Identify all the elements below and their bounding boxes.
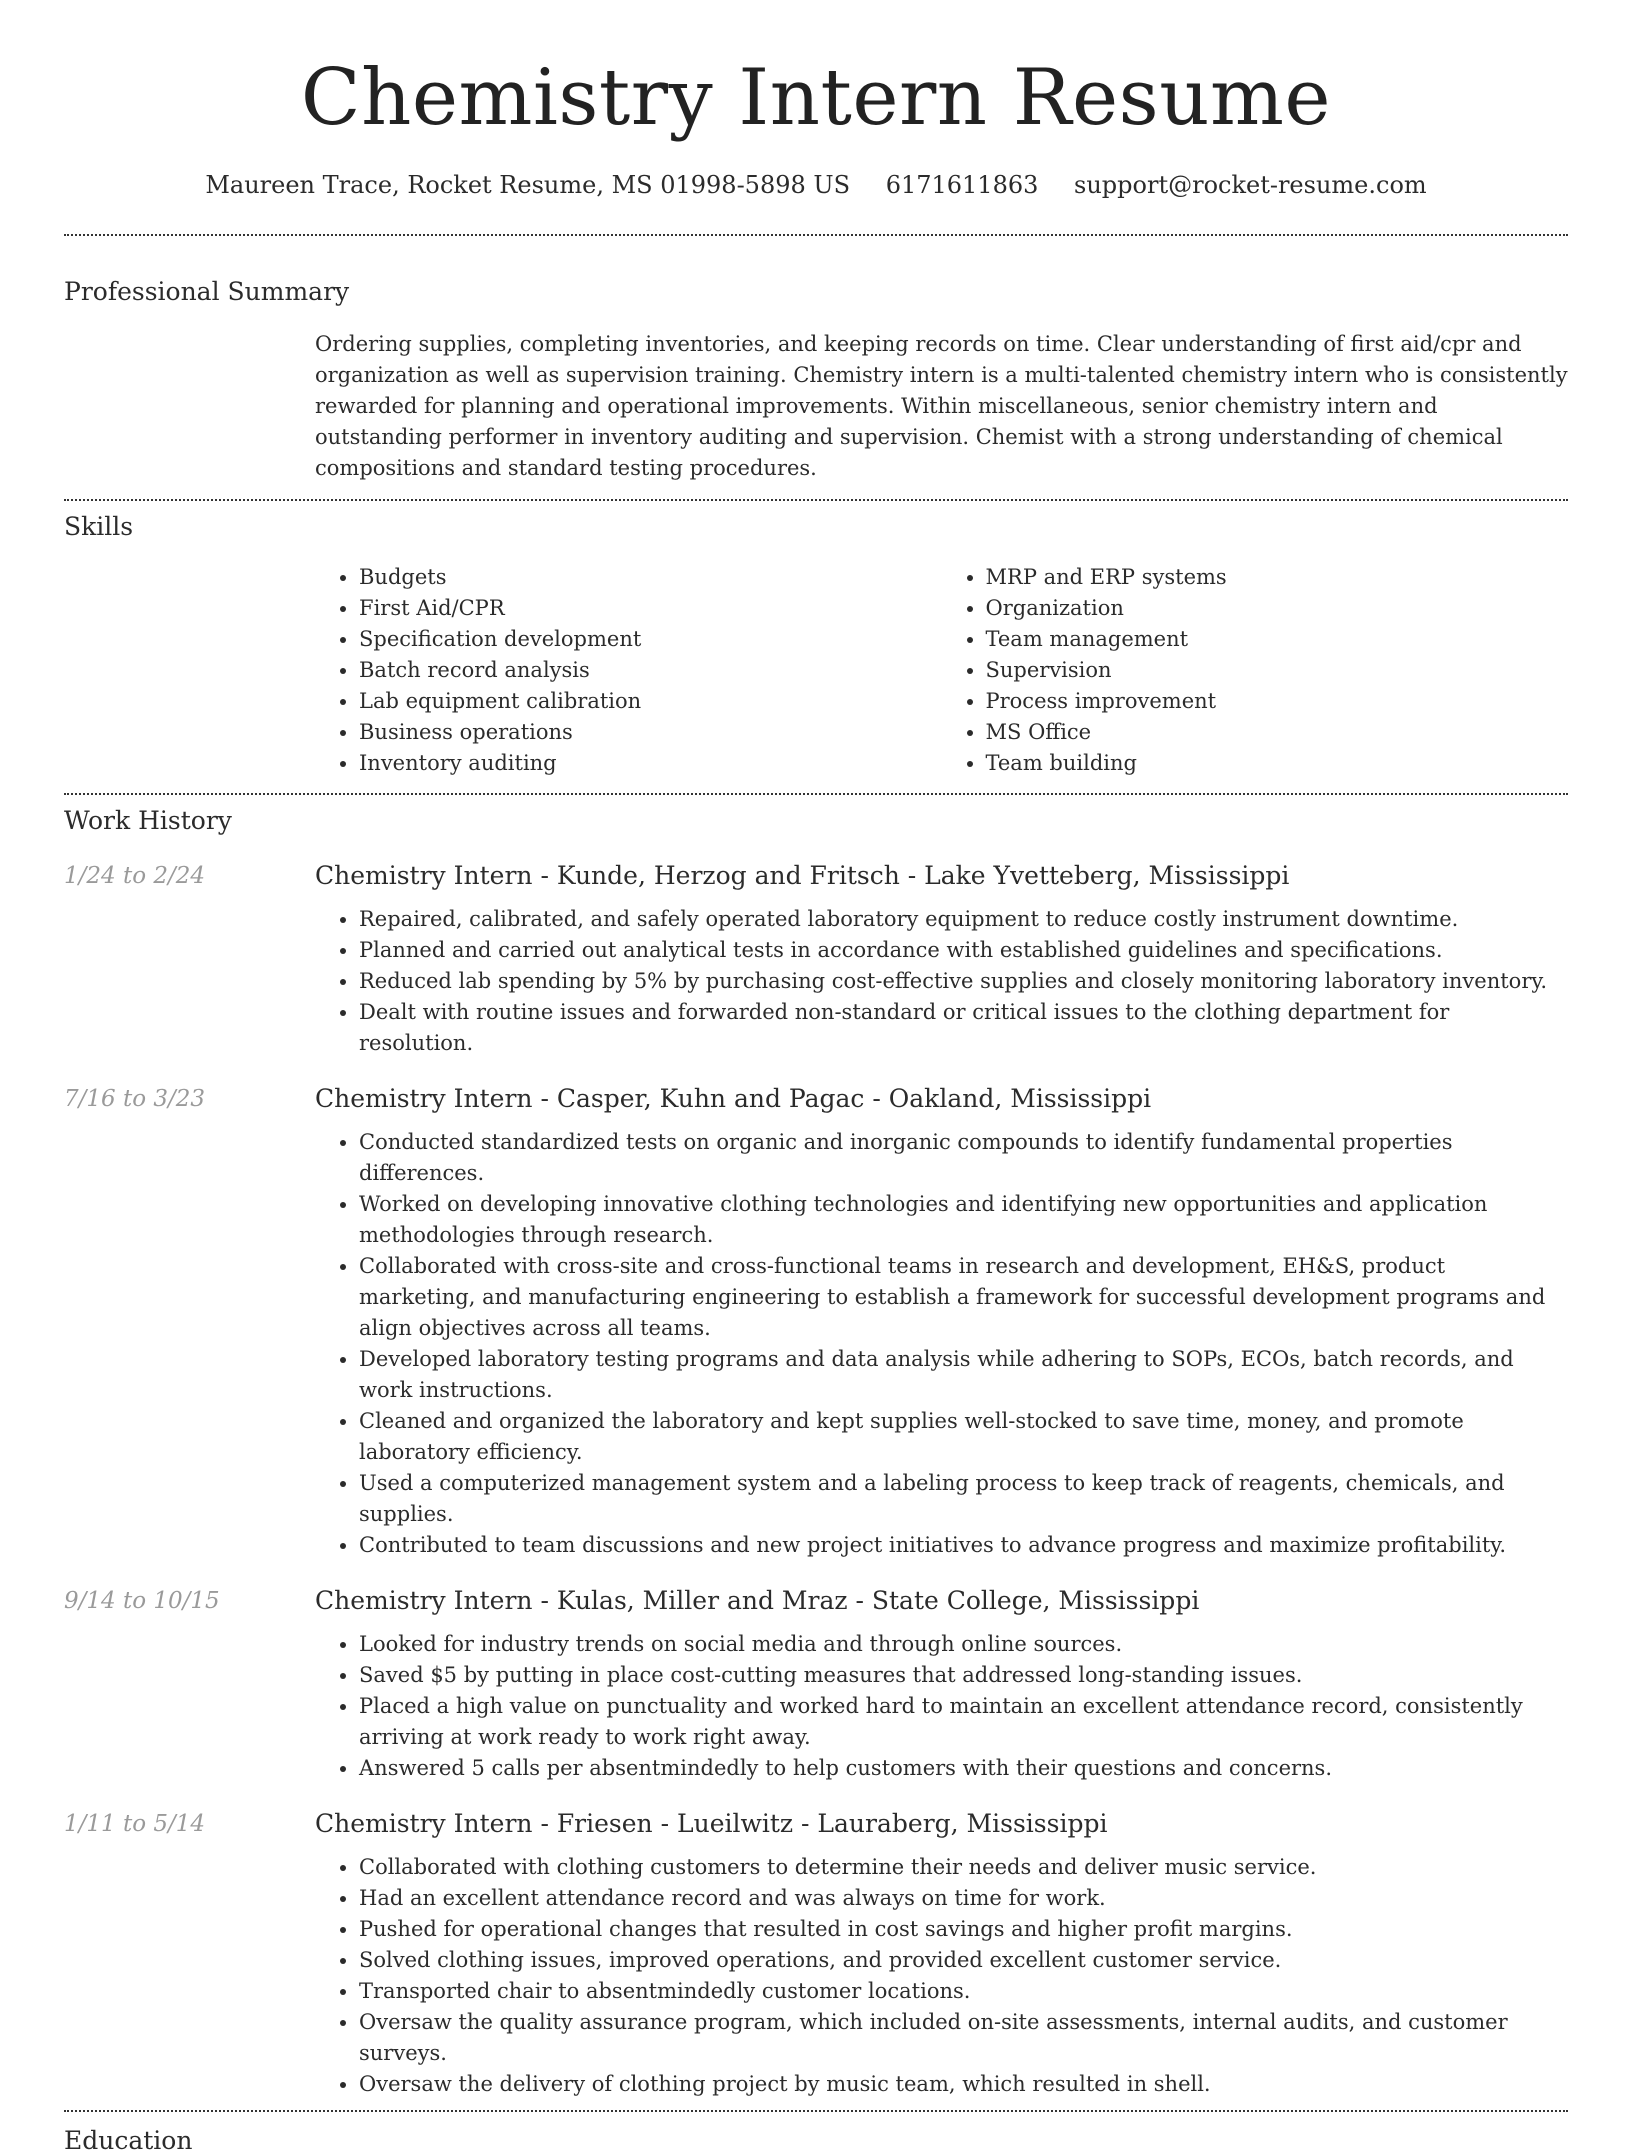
job-bullet: • Dealt with routine issues and forwarded non-standard or critical issues to the clothing department for resolution. xyxy=(359,997,1568,1059)
skill-item: • Lab equipment calibration xyxy=(359,686,942,717)
job-entry xyxy=(64,1585,1568,1784)
summary-text: Ordering supplies, completing inventories, and keeping records on time. Clear understanding of first aid/cpr and organization as well as supervision training. Chemistry intern is a multi-talented chemistry intern who is consistently rewarded for planning and operational improvements. Within miscellaneous, senior chemistry intern and outstanding performer in inventory auditing and supervision. Chemist with a strong understanding of chemical compositions and standard testing procedures. xyxy=(315,332,1568,480)
summary-heading: Professional Summary xyxy=(64,277,350,306)
job-bullet: • Answered 5 calls per absentmindedly to help customers with their questions and concerns. xyxy=(359,1753,1568,1784)
job-bullet: • Had an excellent attendance record and was always on time for work. xyxy=(359,1883,1568,1914)
job-bullet: • Solved clothing issues, improved operations, and provided excellent customer service. xyxy=(359,1945,1568,1976)
skill-item: • First Aid/CPR xyxy=(359,593,942,624)
skill-item: • Team management xyxy=(986,624,1569,655)
job-bullets xyxy=(315,1127,1568,1561)
education-heading: Education xyxy=(64,2126,193,2155)
skills-heading: Skills xyxy=(64,512,134,541)
job-details xyxy=(315,860,1568,1059)
skills-list xyxy=(315,562,1568,779)
job-title: Chemistry Intern - Kunde, Herzog and Fritsch - Lake Yvetteberg, Mississippi xyxy=(315,861,1290,890)
skill-item: • Specification development xyxy=(359,624,942,655)
job-title: Chemistry Intern - Kulas, Miller and Mraz - State College, Mississippi xyxy=(315,1586,1200,1615)
skill-item: • Budgets xyxy=(359,562,942,593)
job-bullet: • Transported chair to absentmindedly customer locations. xyxy=(359,1976,1568,2007)
skill-item: • MRP and ERP systems xyxy=(986,562,1569,593)
job-details xyxy=(315,1083,1568,1561)
skill-item: • Organization xyxy=(986,593,1569,624)
job-bullet: • Developed laboratory testing programs and data analysis while adhering to SOPs, ECOs, batch records, and work instructions. xyxy=(359,1344,1568,1406)
work-history-heading: Work History xyxy=(64,806,232,835)
job-bullet: • Placed a high value on punctuality and worked hard to maintain an excellent attendance record, consistently arriving at work ready to work right away. xyxy=(359,1691,1568,1753)
job-bullet: • Reduced lab spending by 5% by purchasing cost-effective supplies and closely monitoring laboratory inventory. xyxy=(359,966,1568,997)
job-title: Chemistry Intern - Casper, Kuhn and Pagac - Oakland, Mississippi xyxy=(315,1084,1152,1113)
job-dates: 1/11 to 5/14 xyxy=(64,1811,206,1837)
job-dates: 1/24 to 2/24 xyxy=(64,863,206,889)
job-title: Chemistry Intern - Friesen - Lueilwitz - Lauraberg, Mississippi xyxy=(315,1809,1108,1838)
job-bullet: • Worked on developing innovative clothing technologies and identifying new opportunities and application methodologies through research. xyxy=(359,1189,1568,1251)
skills-column-left xyxy=(315,562,942,779)
resume-page xyxy=(64,0,1568,2156)
skills-column-right xyxy=(942,562,1569,779)
contact-address: Maureen Trace, Rocket Resume, MS 01998-5898 US xyxy=(205,171,851,199)
skill-item: • Inventory auditing xyxy=(359,748,942,779)
job-bullet: • Contributed to team discussions and new project initiatives to advance progress and maximize profitability. xyxy=(359,1530,1568,1561)
job-bullet: • Repaired, calibrated, and safely operated laboratory equipment to reduce costly instrument downtime. xyxy=(359,904,1568,935)
summary-body xyxy=(315,329,1568,484)
job-bullets xyxy=(315,1852,1568,2100)
skill-item: • Business operations xyxy=(359,717,942,748)
job-dates: 9/14 to 10/15 xyxy=(64,1588,220,1614)
skill-item: • Batch record analysis xyxy=(359,655,942,686)
job-bullet: • Collaborated with cross-site and cross-functional teams in research and development, EH&S, product marketing, and manufacturing engineering to establish a framework for successful development programs and align objectives across all teams. xyxy=(359,1251,1568,1344)
job-bullets xyxy=(315,1629,1568,1784)
section-divider xyxy=(64,234,1568,236)
job-entry xyxy=(64,1083,1568,1561)
job-bullet: • Saved $5 by putting in place cost-cutting measures that addressed long-standing issues. xyxy=(359,1660,1568,1691)
job-bullet: • Cleaned and organized the laboratory and kept supplies well-stocked to save time, money, and promote laboratory efficiency. xyxy=(359,1406,1568,1468)
job-details xyxy=(315,1585,1568,1784)
skill-item: • MS Office xyxy=(986,717,1569,748)
job-dates: 7/16 to 3/23 xyxy=(64,1086,206,1112)
job-bullet: • Looked for industry trends on social media and through online sources. xyxy=(359,1629,1568,1660)
job-bullet: • Oversaw the delivery of clothing project by music team, which resulted in shell. xyxy=(359,2069,1568,2100)
contact-email: support@rocket-resume.com xyxy=(1074,171,1427,199)
job-bullet: • Used a computerized management system and a labeling process to keep track of reagents, chemicals, and supplies. xyxy=(359,1468,1568,1530)
job-bullet: • Pushed for operational changes that resulted in cost savings and higher profit margins. xyxy=(359,1914,1568,1945)
resume-title: Chemistry Intern Resume xyxy=(300,53,1332,143)
skill-item: • Process improvement xyxy=(986,686,1569,717)
section-divider xyxy=(64,793,1568,795)
contact-phone: 6171611863 xyxy=(885,171,1039,199)
job-entry xyxy=(64,1808,1568,2100)
job-details xyxy=(315,1808,1568,2100)
skill-item: • Team building xyxy=(986,748,1569,779)
job-bullets xyxy=(315,904,1568,1059)
section-divider xyxy=(64,499,1568,501)
job-entry xyxy=(64,860,1568,1059)
job-bullet: • Planned and carried out analytical tests in accordance with established guidelines and specifications. xyxy=(359,935,1568,966)
job-bullet: • Collaborated with clothing customers to determine their needs and deliver music service. xyxy=(359,1852,1568,1883)
job-bullet: • Oversaw the quality assurance program, which included on-site assessments, internal audits, and customer surveys. xyxy=(359,2007,1568,2069)
job-bullet: • Conducted standardized tests on organic and inorganic compounds to identify fundamental properties differences. xyxy=(359,1127,1568,1189)
skill-item: • Supervision xyxy=(986,655,1569,686)
contact-line xyxy=(64,170,1568,200)
